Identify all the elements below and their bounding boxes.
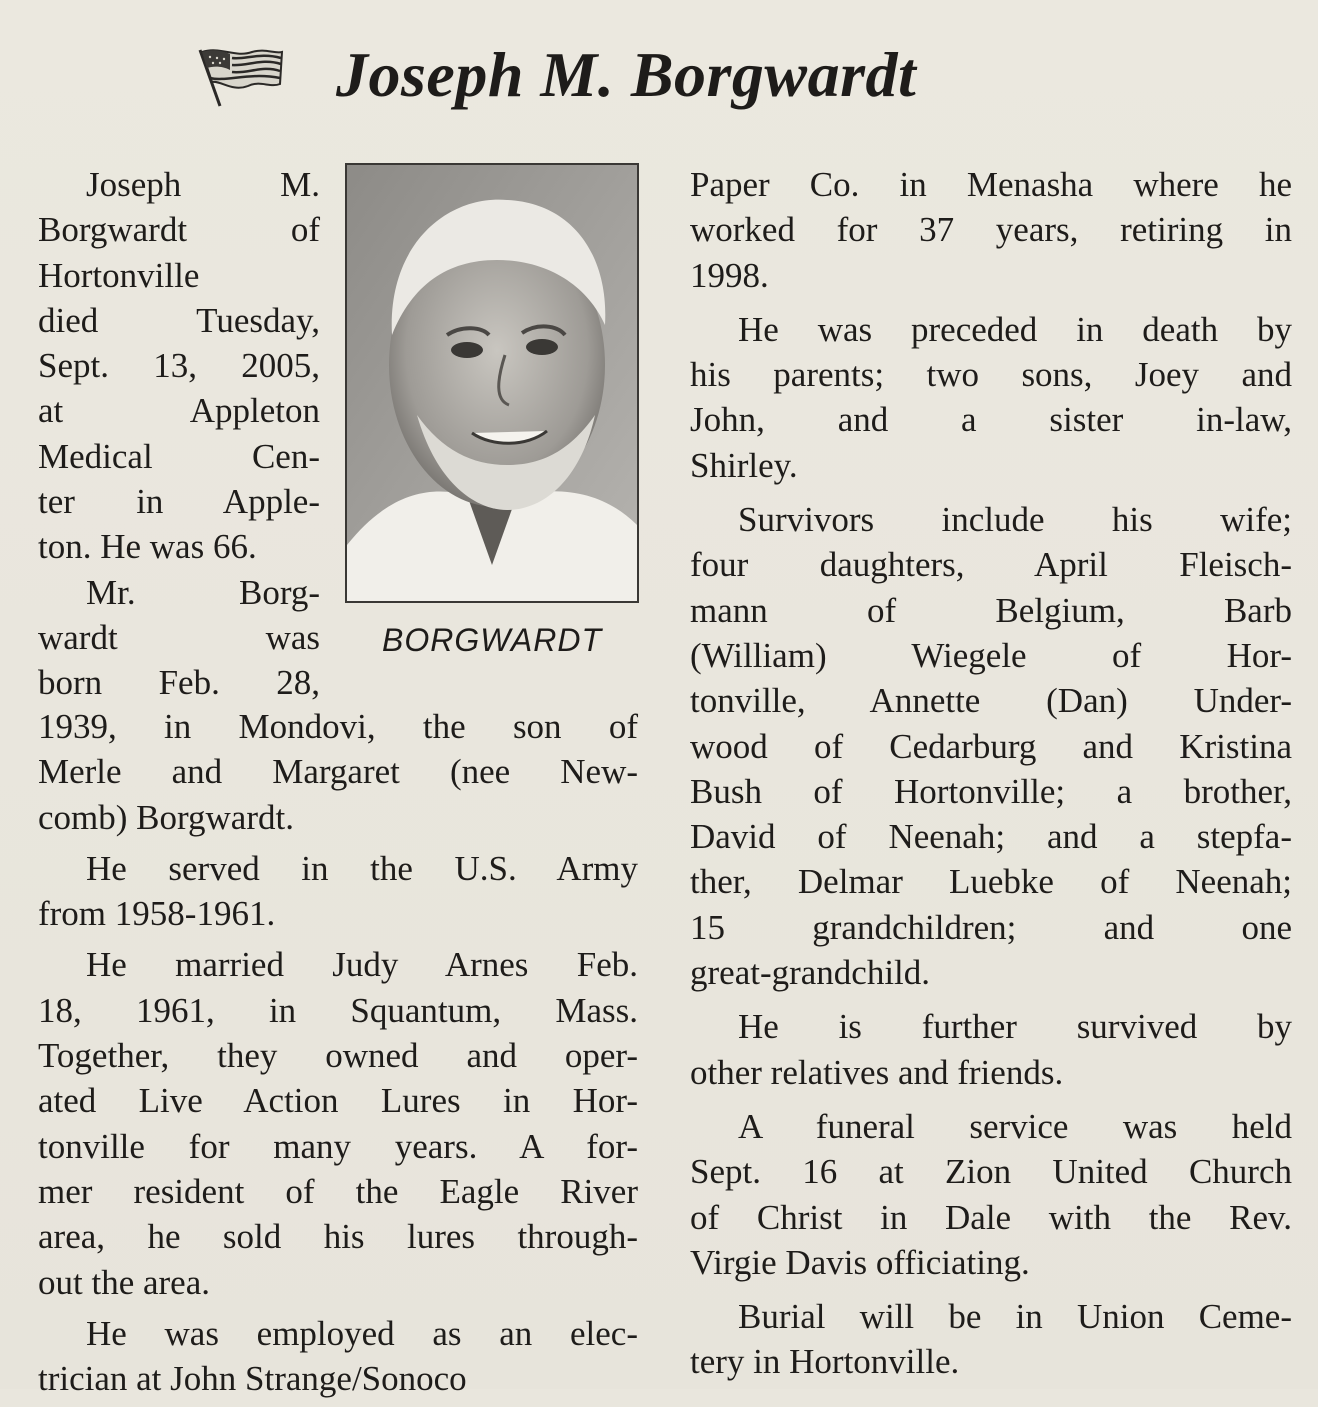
text-line: died Tuesday,: [38, 300, 320, 340]
column-left-top: [38, 162, 320, 706]
text-line: Burial will be in Union Ceme-: [738, 1297, 1292, 1337]
text-line: ther, Delmar Luebke of Neenah;: [690, 862, 1292, 902]
text-line: 1998.: [690, 255, 769, 295]
text-line: 1939, in Mondovi, the son of: [38, 707, 638, 746]
text-line: wardt was: [38, 617, 320, 657]
text-line: Merle and Margaret (nee New-: [38, 752, 638, 792]
text-line: from 1958-1961.: [38, 894, 276, 934]
text-line: Mr. Borg-: [86, 572, 320, 612]
text-line: (William) Wiegele of Hor-: [690, 635, 1292, 675]
text-line: ated Live Action Lures in Hor-: [38, 1081, 638, 1121]
column-right: [690, 162, 1292, 1394]
text-line: trician at John Strange/Sonoco: [38, 1359, 467, 1399]
text-line: area, he sold his lures through-: [38, 1217, 638, 1257]
paragraph: [690, 1294, 1292, 1385]
text-line: wood of Cedarburg and Kristina: [690, 726, 1292, 766]
text-line: of Christ in Dale with the Rev.: [690, 1197, 1292, 1237]
text-line: great-grandchild.: [690, 953, 931, 993]
text-line: Joseph M.: [86, 165, 320, 204]
photo-caption: BORGWARDT: [382, 622, 602, 658]
text-line: mann of Belgium, Barb: [690, 590, 1292, 630]
text-line: mer resident of the Eagle River: [38, 1171, 638, 1211]
text-line: Sept. 13, 2005,: [38, 346, 320, 386]
paragraph: [38, 942, 638, 1304]
paragraph: [38, 846, 638, 937]
text-line: other relatives and friends.: [690, 1052, 1064, 1092]
paragraph: [38, 1311, 638, 1402]
text-line: four daughters, April Fleisch-: [690, 545, 1292, 585]
text-line: tonville for many years. A for-: [38, 1126, 638, 1166]
text-line: Medical Cen-: [38, 436, 320, 476]
text-line: Paper Co. in Menasha where he: [690, 165, 1292, 204]
text-line: He married Judy Arnes Feb.: [86, 945, 638, 985]
text-line: at Appleton: [38, 391, 320, 431]
text-line: ton. He was 66.: [38, 527, 257, 567]
text-line: comb) Borgwardt.: [38, 797, 294, 837]
text-line: born Feb. 28,: [38, 663, 320, 703]
text-line: Shirley.: [690, 445, 798, 485]
paragraph: [38, 704, 638, 840]
text-line: Sept. 16 at Zion United Church: [690, 1152, 1292, 1192]
text-line: John, and a sister in-law,: [690, 400, 1292, 440]
text-line: He was employed as an elec-: [86, 1313, 638, 1353]
paragraph: [690, 162, 1292, 298]
text-line: A funeral service was held: [738, 1106, 1292, 1146]
column-left-bottom: [38, 704, 638, 1407]
obituary-title: Joseph M. Borgwardt: [336, 39, 917, 110]
portrait-photo: [345, 163, 639, 603]
text-line: tonville, Annette (Dan) Under-: [690, 681, 1292, 721]
paragraph: [690, 307, 1292, 488]
text-line: David of Neenah; and a stepfa-: [690, 817, 1292, 857]
obituary-header: [0, 38, 1318, 118]
text-line: worked for 37 years, retiring in: [690, 210, 1292, 250]
paragraph: [690, 1004, 1292, 1095]
paragraph: [690, 1104, 1292, 1285]
text-line: 18, 1961, in Squantum, Mass.: [38, 990, 638, 1030]
american-flag-icon: [190, 44, 286, 108]
text-line: 15 grandchildren; and one: [690, 907, 1292, 947]
text-line: Hortonville: [38, 255, 200, 295]
text-line: Borgwardt of: [38, 210, 320, 250]
text-line: Together, they owned and oper-: [38, 1036, 638, 1076]
text-line: ter in Apple-: [38, 482, 320, 522]
text-line: He is further survived by: [738, 1007, 1292, 1047]
text-line: He served in the U.S. Army: [86, 848, 638, 888]
text-line: He was preceded in death by: [738, 309, 1292, 349]
text-line: Virgie Davis officiating.: [690, 1242, 1030, 1282]
text-line: out the area.: [38, 1262, 210, 1302]
text-line: his parents; two sons, Joey and: [690, 355, 1292, 395]
paragraph: [690, 497, 1292, 995]
text-line: Bush of Hortonville; a brother,: [690, 771, 1292, 811]
portrait-image: [347, 165, 637, 601]
text-line: Survivors include his wife;: [738, 500, 1292, 540]
text-line: tery in Hortonville.: [690, 1342, 960, 1382]
